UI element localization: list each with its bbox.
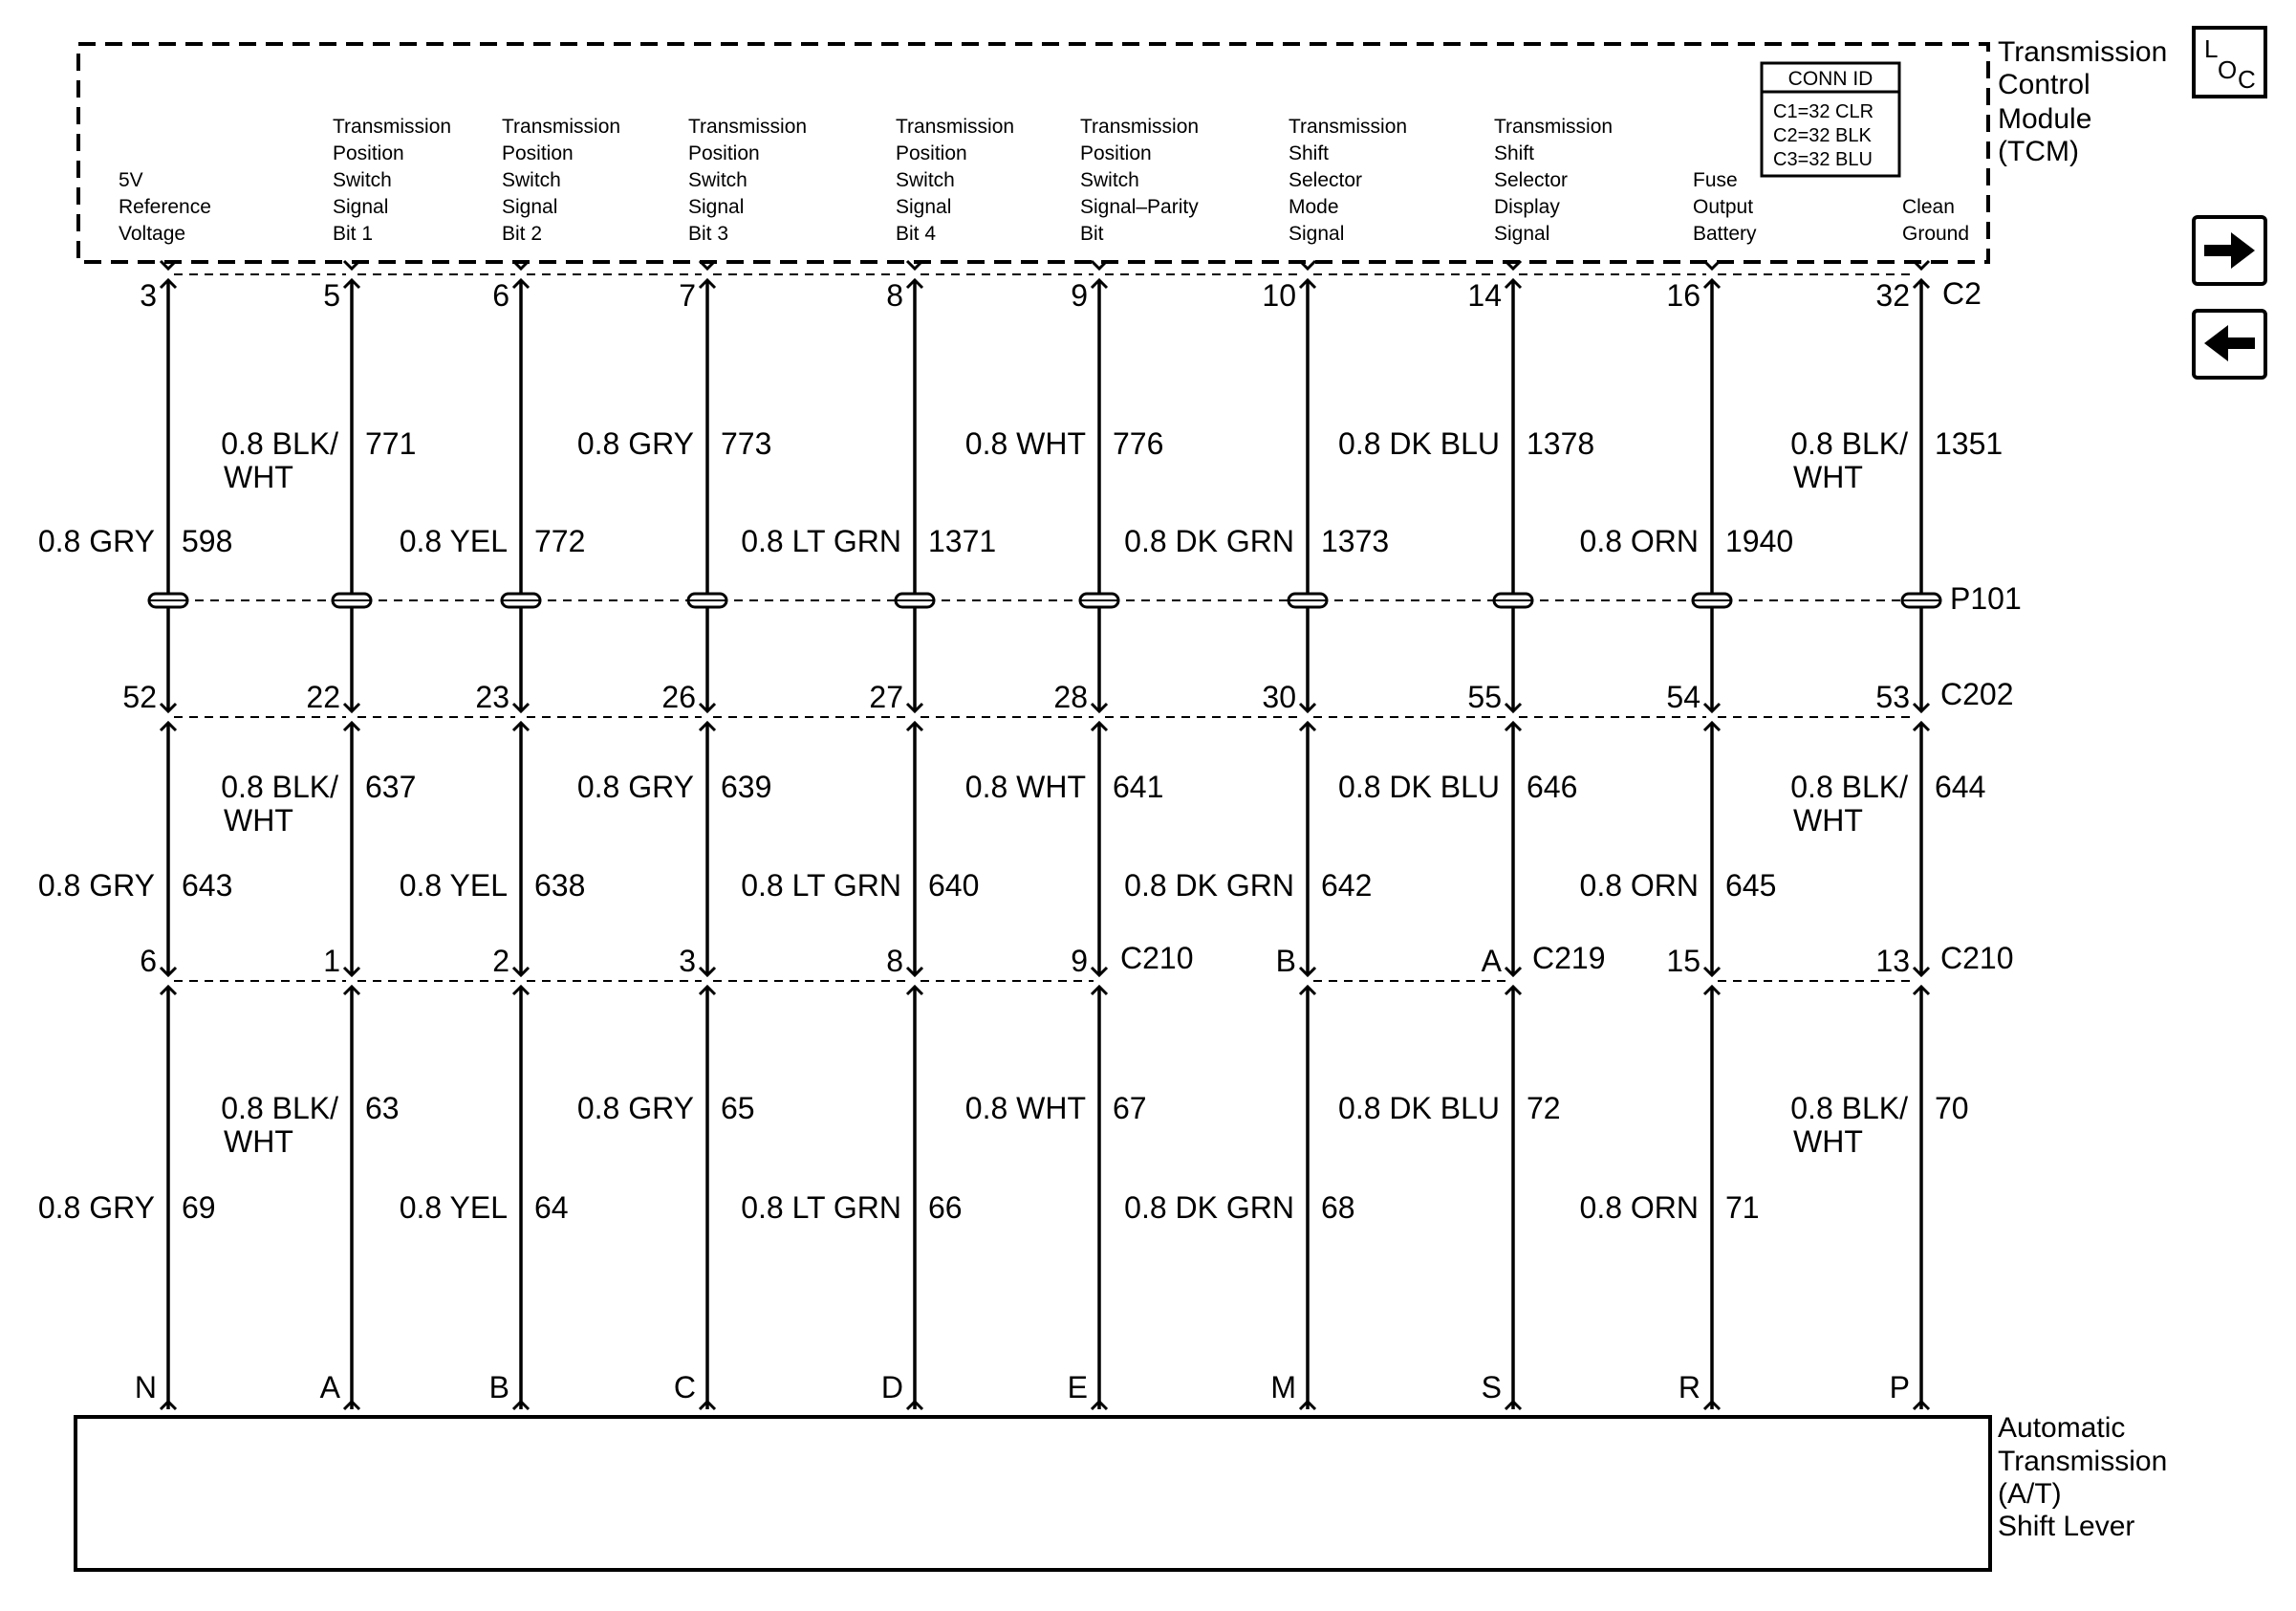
terminal-label: Transmission <box>1494 116 1614 138</box>
circuit-number: 69 <box>182 1190 216 1225</box>
terminal-label: Signal <box>688 196 745 218</box>
lever-name-line-3: (A/T) <box>1998 1478 2062 1510</box>
circuit-number: 598 <box>182 524 233 558</box>
wire-color-label: WHT <box>224 1124 293 1159</box>
wire-color-label: 0.8 GRY <box>576 426 694 461</box>
wire-color-label: 0.8 YEL <box>399 868 508 903</box>
pin-number: 14 <box>1467 278 1502 313</box>
wire-color-label: 0.8 WHT <box>964 426 1086 461</box>
wire-color-label: 0.8 BLK/ <box>1790 1091 1908 1125</box>
wire-1 <box>38 169 233 1409</box>
terminal-label: Switch <box>502 169 561 191</box>
pin-number: 54 <box>1666 680 1700 714</box>
circuit-number: 639 <box>721 770 772 804</box>
wire-color-label: 0.8 DK BLU <box>1338 426 1500 461</box>
pin-number: 23 <box>475 680 509 714</box>
wire-color-label: 0.8 ORN <box>1579 524 1699 558</box>
wire-7 <box>1124 116 1407 1409</box>
circuit-number: 68 <box>1321 1190 1355 1225</box>
terminal-label: Battery <box>1693 223 1757 245</box>
tcm-name-line-1: Transmission <box>1998 36 2168 68</box>
lever-name-line-1: Automatic <box>1998 1412 2126 1444</box>
wire-10 <box>1790 196 2003 1409</box>
lever-name-line-4: Shift Lever <box>1998 1511 2135 1542</box>
pin-number: 22 <box>306 680 340 714</box>
wire-8 <box>1338 116 1613 1409</box>
circuit-number: 1351 <box>1935 426 2004 461</box>
terminal-label: Ground <box>1902 223 1970 245</box>
terminal-label: Bit <box>1080 223 1104 245</box>
circuit-number: 772 <box>534 524 586 558</box>
wire-color-label: WHT <box>224 460 293 494</box>
wire-color-label: 0.8 DK GRN <box>1124 1190 1294 1225</box>
conn-id-c1: C1=32 CLR <box>1773 101 1874 122</box>
terminal-label: Position <box>688 142 760 164</box>
wire-color-label: 0.8 GRY <box>37 868 155 903</box>
terminal-label: Transmission <box>896 116 1015 138</box>
terminal-label: Bit 1 <box>333 223 374 245</box>
wire-color-label: 0.8 DK GRN <box>1124 524 1294 558</box>
shift-lever-box <box>76 1417 1990 1570</box>
wire-color-label: 0.8 GRY <box>576 770 694 804</box>
location-icon[interactable] <box>2194 28 2265 97</box>
wire-color-label: 0.8 ORN <box>1579 868 1699 903</box>
terminal-label: Selector <box>1289 169 1363 191</box>
pin-number: 26 <box>661 680 696 714</box>
circuit-number: 776 <box>1113 426 1164 461</box>
wire-color-label: WHT <box>1793 460 1863 494</box>
conn-id-c3: C3=32 BLU <box>1773 149 1873 170</box>
wire-color-label: WHT <box>224 803 293 838</box>
circuit-number: 65 <box>721 1091 755 1125</box>
terminal-label: Switch <box>333 169 392 191</box>
terminal-label: Signal <box>1494 223 1550 245</box>
wire-color-label: 0.8 GRY <box>37 524 155 558</box>
wire-color-label: 0.8 LT GRN <box>741 1190 901 1225</box>
tcm-name <box>1998 36 2167 167</box>
terminal-label: Transmission <box>1080 116 1200 138</box>
terminal-label: Bit 3 <box>688 223 729 245</box>
wire-color-label: 0.8 LT GRN <box>741 868 901 903</box>
terminal-label: Selector <box>1494 169 1569 191</box>
forward-button[interactable] <box>2194 217 2265 284</box>
connector-c2-label: C2 <box>1942 276 1982 311</box>
pin-number: B <box>1275 944 1296 978</box>
circuit-number: 1940 <box>1725 524 1794 558</box>
pin-number: 7 <box>679 278 696 313</box>
pin-number: N <box>134 1370 157 1404</box>
pin-number: A <box>1481 944 1502 978</box>
wire-color-label: WHT <box>1793 803 1863 838</box>
pin-number: 53 <box>1875 680 1910 714</box>
terminal-label: Voltage <box>119 223 186 245</box>
pin-number: D <box>880 1370 903 1404</box>
conn-id-table <box>1762 63 1899 176</box>
pin-number: 15 <box>1666 944 1700 978</box>
pin-number: 8 <box>886 278 903 313</box>
terminal-label: Mode <box>1289 196 1339 218</box>
pin-number: C <box>673 1370 696 1404</box>
circuit-number: 1373 <box>1321 524 1390 558</box>
connector-c210-label-a: C210 <box>1120 941 1194 975</box>
wire-color-label: 0.8 BLK/ <box>221 1091 338 1125</box>
terminal-label: Signal–Parity <box>1080 196 1199 218</box>
terminal-label: Switch <box>688 169 747 191</box>
pin-number: 32 <box>1875 278 1910 313</box>
circuit-number: 646 <box>1527 770 1578 804</box>
svg-text:O: O <box>2218 55 2238 84</box>
terminal-label: Position <box>502 142 574 164</box>
side-nav <box>2194 28 2265 378</box>
circuit-number: 637 <box>365 770 417 804</box>
connector-c219-label: C219 <box>1532 941 1606 975</box>
terminal-label: Switch <box>1080 169 1139 191</box>
pin-number: R <box>1678 1370 1700 1404</box>
terminal-label: Signal <box>333 196 389 218</box>
pin-terminal <box>1092 261 1107 269</box>
tcm-name-line-3: Module <box>1998 103 2092 135</box>
circuit-number: 640 <box>928 868 980 903</box>
wire-color-label: 0.8 BLK/ <box>221 770 338 804</box>
pin-number: E <box>1067 1370 1088 1404</box>
terminal-label: Output <box>1693 196 1754 218</box>
pin-number: 3 <box>679 944 696 978</box>
wire-color-label: 0.8 YEL <box>399 1190 508 1225</box>
circuit-number: 64 <box>534 1190 569 1225</box>
wire-color-label: WHT <box>1793 1124 1863 1159</box>
wire-color-label: 0.8 YEL <box>399 524 508 558</box>
pin-number: 2 <box>492 944 509 978</box>
terminal-label: Shift <box>1289 142 1330 164</box>
pin-number: M <box>1270 1370 1296 1404</box>
lever-name <box>1998 1412 2167 1542</box>
circuit-number: 641 <box>1113 770 1164 804</box>
wire-9 <box>1580 169 1794 1409</box>
terminal-label: Position <box>896 142 967 164</box>
circuit-number: 771 <box>365 426 417 461</box>
terminal-label: Fuse <box>1693 169 1738 191</box>
terminal-label: Bit 4 <box>896 223 937 245</box>
wires <box>38 116 2003 1409</box>
pin-number: S <box>1481 1370 1502 1404</box>
pin-number: 52 <box>122 680 157 714</box>
wire-color-label: 0.8 BLK/ <box>1790 426 1908 461</box>
pin-number: 1 <box>323 944 340 978</box>
tcm-name-line-2: Control <box>1998 69 2090 100</box>
pin-number: 3 <box>140 278 157 313</box>
pin-number: 6 <box>140 944 157 978</box>
terminal-label: Transmission <box>502 116 621 138</box>
lever-name-line-2: Transmission <box>1998 1446 2168 1477</box>
circuit-number: 66 <box>928 1190 963 1225</box>
pin-number: 8 <box>886 944 903 978</box>
circuit-number: 1371 <box>928 524 997 558</box>
wire-color-label: 0.8 BLK/ <box>221 426 338 461</box>
terminal-label: Clean <box>1902 196 1955 218</box>
back-button[interactable] <box>2194 311 2265 378</box>
pin-number: B <box>488 1370 509 1404</box>
pin-number: 16 <box>1666 278 1700 313</box>
terminal-label: Transmission <box>333 116 452 138</box>
wire-color-label: 0.8 BLK/ <box>1790 770 1908 804</box>
pin-number: 9 <box>1071 944 1088 978</box>
pin-number: 6 <box>492 278 509 313</box>
circuit-number: 1378 <box>1527 426 1595 461</box>
wire-color-label: 0.8 WHT <box>964 1091 1086 1125</box>
wire-color-label: 0.8 LT GRN <box>741 524 901 558</box>
circuit-number: 644 <box>1935 770 1986 804</box>
svg-text:C: C <box>2238 65 2256 94</box>
circuit-number: 645 <box>1725 868 1777 903</box>
circuit-number: 63 <box>365 1091 400 1125</box>
circuit-number: 643 <box>182 868 233 903</box>
terminal-label: Display <box>1494 196 1560 218</box>
wire-color-label: 0.8 DK BLU <box>1338 770 1500 804</box>
circuit-number: 642 <box>1321 868 1373 903</box>
pin-terminal <box>1300 261 1315 269</box>
conn-id-title: CONN ID <box>1787 68 1874 90</box>
wire-color-label: 0.8 GRY <box>37 1190 155 1225</box>
terminal-label: Bit 2 <box>502 223 543 245</box>
connector-c210-label-b: C210 <box>1940 941 2014 975</box>
circuit-number: 638 <box>534 868 586 903</box>
terminal-label: Transmission <box>688 116 808 138</box>
svg-text:L: L <box>2204 34 2219 63</box>
terminal-label: Position <box>1080 142 1152 164</box>
terminal-label: Position <box>333 142 404 164</box>
terminal-label: Signal <box>896 196 952 218</box>
circuit-number: 70 <box>1935 1091 1969 1125</box>
wire-3 <box>400 116 620 1409</box>
terminal-label: Signal <box>1289 223 1345 245</box>
wire-5 <box>741 116 1014 1409</box>
pin-number: 13 <box>1875 944 1910 978</box>
pin-terminal <box>1704 261 1720 269</box>
tcm-name-line-4: (TCM) <box>1998 136 2079 167</box>
terminal-label: Reference <box>119 196 211 218</box>
terminal-label: Transmission <box>1289 116 1408 138</box>
circuit-number: 71 <box>1725 1190 1760 1225</box>
pin-number: 5 <box>323 278 340 313</box>
wire-color-label: 0.8 DK BLU <box>1338 1091 1500 1125</box>
wire-color-label: 0.8 WHT <box>964 770 1086 804</box>
terminal-label: Switch <box>896 169 955 191</box>
circuit-number: 773 <box>721 426 772 461</box>
circuit-number: 67 <box>1113 1091 1147 1125</box>
terminal-label: Shift <box>1494 142 1535 164</box>
conn-id-c2: C2=32 BLK <box>1773 125 1872 146</box>
connector-p101-label: P101 <box>1950 581 2022 616</box>
terminal-label: Signal <box>502 196 558 218</box>
wire-color-label: 0.8 GRY <box>576 1091 694 1125</box>
pin-number: A <box>319 1370 340 1404</box>
pin-number: 10 <box>1262 278 1296 313</box>
pin-number: 30 <box>1262 680 1296 714</box>
wire-color-label: 0.8 DK GRN <box>1124 868 1294 903</box>
pin-number: 55 <box>1467 680 1502 714</box>
terminal-label: 5V <box>119 169 143 191</box>
pin-number: 9 <box>1071 278 1088 313</box>
pin-number: P <box>1889 1370 1910 1404</box>
pin-number: 27 <box>869 680 903 714</box>
wire-color-label: 0.8 ORN <box>1579 1190 1699 1225</box>
connector-c202-label: C202 <box>1940 677 2014 711</box>
pin-number: 28 <box>1053 680 1088 714</box>
circuit-number: 72 <box>1527 1091 1561 1125</box>
